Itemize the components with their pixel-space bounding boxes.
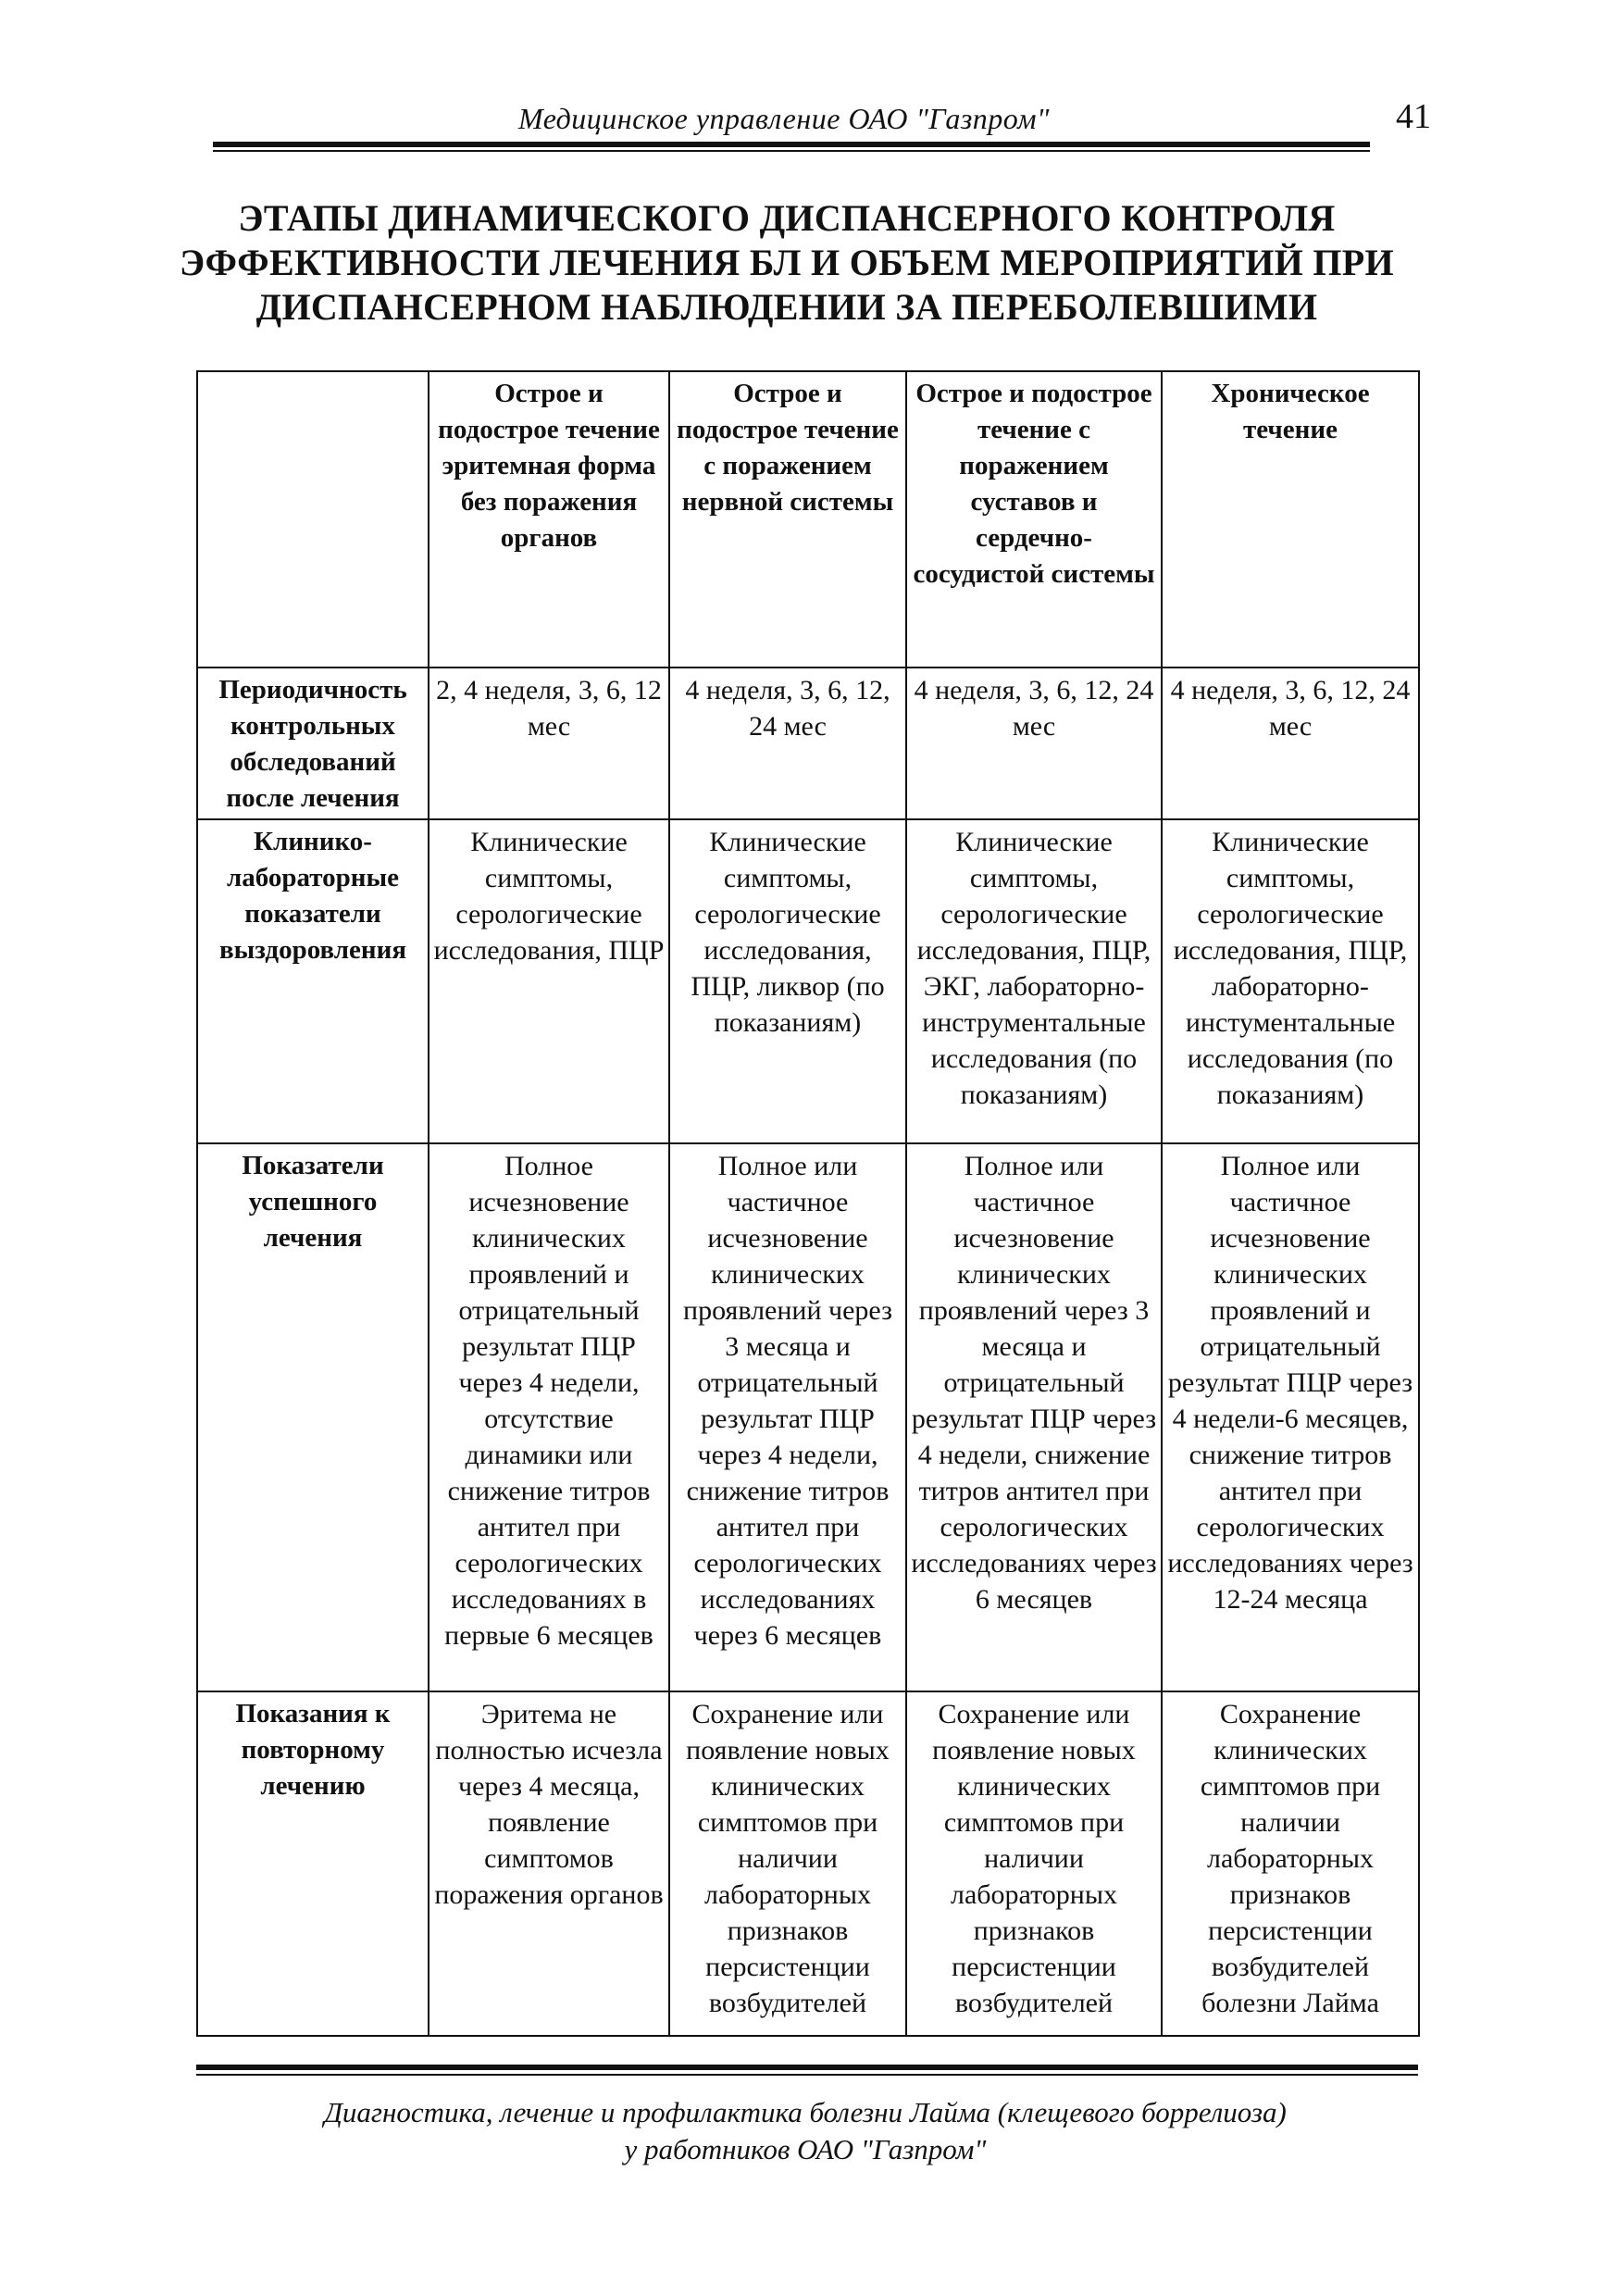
page-number: 41: [1396, 97, 1431, 136]
table-cell: Сохранение или появление новых клинических симптомов при наличии лабораторных признаков персистенции возбудителей: [669, 1691, 906, 2036]
page-header: [213, 96, 1431, 152]
table-cell: Клинические симптомы, серологические исследования, ПЦР: [429, 819, 669, 1143]
column-header: Острое и подострое течение с поражением нервной системы: [669, 371, 906, 668]
footer-rule: [196, 2065, 1418, 2070]
page-footer: [185, 2094, 1425, 2168]
title-line-1: ЭТАПЫ ДИНАМИЧЕСКОГО ДИСПАНСЕРНОГО КОНТРОЛЯ: [238, 197, 1336, 239]
table-cell: Клинические симптомы, серологические исследования, ПЦР, ликвор (по показаниям): [669, 819, 906, 1143]
row-label: Периодичность контрольных обследований после лечения: [197, 668, 429, 819]
row-label: Клинико-лабораторные показатели выздоровления: [197, 819, 429, 1143]
table-cell: 2, 4 неделя, 3, 6, 12 мес: [429, 668, 669, 819]
table-corner-cell: [197, 371, 429, 668]
table-cell: Клинические симптомы, серологические исследования, ПЦР, лабораторно-инстументальные исследования (по показаниям): [1162, 819, 1419, 1143]
title-line-3: ДИСПАНСЕРНОМ НАБЛЮДЕНИИ ЗА ПЕРЕБОЛЕВШИМИ: [255, 286, 1318, 328]
table-cell: 4 неделя, 3, 6, 12, 24 мес: [669, 668, 906, 819]
table-cell: Полное или частичное исчезновение клинических проявлений через 3 месяца и отрицательный результат ПЦР через 4 недели, снижение титров антител при серологических исследованиях через 6 месяцев: [906, 1143, 1162, 1691]
row-label: Показатели успешного лечения: [197, 1143, 429, 1691]
footer-line-2: у работников ОАО "Газпром": [624, 2133, 987, 2165]
row-label: Показания к повторному лечению: [197, 1691, 429, 2036]
table-cell: 4 неделя, 3, 6, 12, 24 мес: [906, 668, 1162, 819]
table-cell: Полное или частичное исчезновение клинических проявлений через 3 месяца и отрицательный результат ПЦР через 4 недели, снижение титров антител при серологических исследованиях через 6 месяцев: [669, 1143, 906, 1691]
running-title: Медицинское управление ОАО "Газпром": [518, 102, 1050, 135]
monitoring-table: [196, 370, 1420, 2037]
table-cell: Клинические симптомы, серологические исследования, ПЦР, ЭКГ, лабораторно-инструментальные исследования (по показаниям): [906, 819, 1162, 1143]
table-cell: Полное исчезновение клинических проявлений и отрицательный результат ПЦР через 4 недели, отсутствие динамики или снижение титров антител при серологических исследованиях в первые 6 месяцев: [429, 1143, 669, 1691]
table-header-row: [197, 371, 1419, 668]
table-cell: Сохранение или появление новых клинических симптомов при наличии лабораторных признаков персистенции возбудителей: [906, 1691, 1162, 2036]
column-header: Острое и подострое течение с поражением суставов и сердечно-сосудистой системы: [906, 371, 1162, 668]
title-line-2: ЭФФЕКТИВНОСТИ ЛЕЧЕНИЯ БЛ И ОБЪЕМ МЕРОПРИЯТИЙ ПРИ: [180, 242, 1394, 283]
table-cell: Сохранение клинических симптомов при наличии лабораторных признаков персистенции возбудителей болезни Лайма: [1162, 1691, 1419, 2036]
table-cell: Полное или частичное исчезновение клинических проявлений и отрицательный результат ПЦР через 4 недели-6 месяцев, снижение титров антител при серологических исследованиях через 12-24 месяца: [1162, 1143, 1419, 1691]
table-row: [197, 819, 1419, 1143]
table-cell: Эритема не полностью исчезла через 4 месяца, появление симптомов поражения органов: [429, 1691, 669, 2036]
column-header: Хроническое течение: [1162, 371, 1419, 668]
table-row: [197, 1143, 1419, 1691]
header-rule-thin: [213, 150, 1370, 152]
table-cell: 4 неделя, 3, 6, 12, 24 мес: [1162, 668, 1419, 819]
table-row: [197, 668, 1419, 819]
header-rule: [213, 142, 1370, 147]
footer-rule-thin: [196, 2074, 1418, 2076]
table-row: [197, 1691, 1419, 2036]
footer-line-1: Диагностика, лечение и профилактика болезни Лайма (клещевого боррелиоза): [324, 2096, 1287, 2128]
document-title: [139, 196, 1435, 330]
column-header: Острое и подострое течение эритемная форма без поражения органов: [429, 371, 669, 668]
